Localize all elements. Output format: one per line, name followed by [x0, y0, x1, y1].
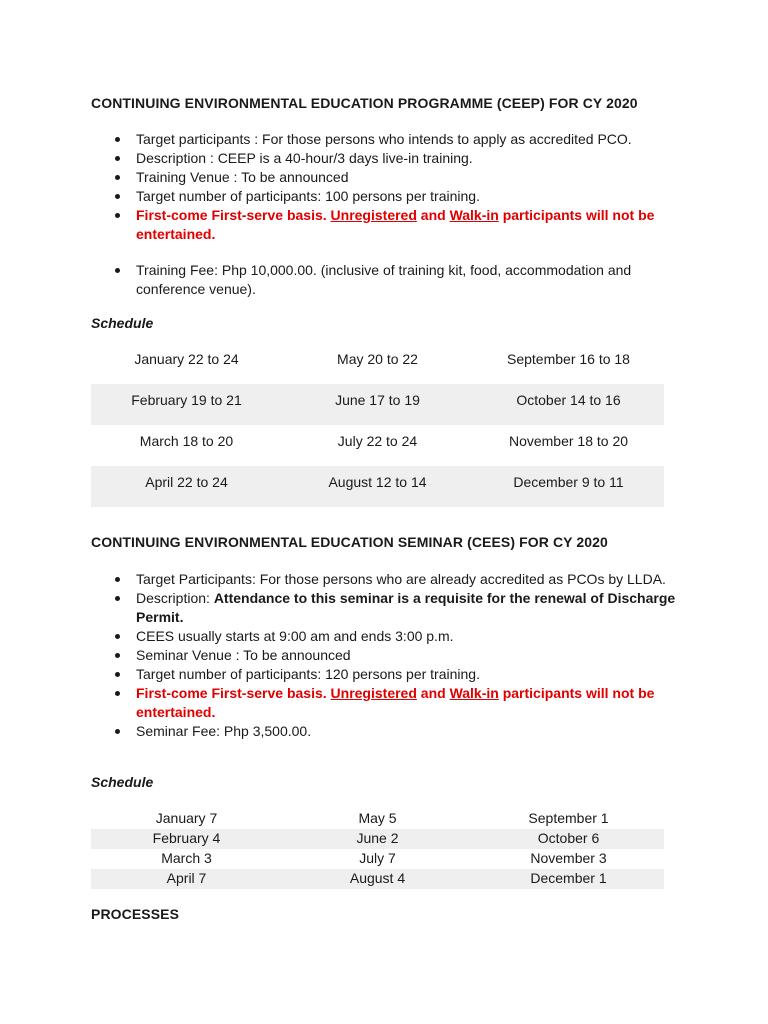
ceep-schedule-table [91, 343, 664, 507]
table-row [91, 425, 664, 466]
list-item: CEES usually starts at 9:00 am and ends 3:00 p.m. [91, 627, 691, 646]
cees-fee: Seminar Fee: Php 3,500.00. [91, 722, 691, 741]
table-cell: March 18 to 20 [139, 433, 234, 449]
table-row [91, 829, 664, 849]
table-cell: November 3 [530, 850, 607, 866]
table-cell: June 17 to 19 [335, 392, 420, 408]
table-cell: February 19 to 21 [131, 392, 242, 408]
table-cell: October 6 [537, 830, 600, 846]
cees-bullet-list [91, 570, 691, 741]
table-row [91, 384, 664, 425]
cees-schedule-label: Schedule [91, 774, 154, 790]
table-cell: September 1 [528, 810, 609, 826]
table-cell: March 3 [161, 850, 212, 866]
table-cell: August 4 [349, 870, 406, 886]
list-item: Target participants : For those persons who intends to apply as accredited PCO. [91, 130, 691, 149]
list-item: Target number of participants: 100 persons per training. [91, 187, 691, 206]
cees-heading: CONTINUING ENVIRONMENTAL EDUCATION SEMINAR (CEES) FOR CY 2020 [91, 534, 608, 550]
ceep-heading: CONTINUING ENVIRONMENTAL EDUCATION PROGRAMME (CEEP) FOR CY 2020 [91, 95, 638, 111]
table-cell: September 16 to 18 [507, 351, 630, 367]
list-item: Training Venue : To be announced [91, 168, 691, 187]
table-cell: May 5 [358, 810, 397, 826]
ceep-bullet-list [91, 130, 691, 244]
ceep-fee-list [91, 261, 691, 299]
table-cell: June 2 [356, 830, 399, 846]
table-cell: October 14 to 16 [516, 392, 621, 408]
table-row [91, 869, 664, 889]
list-item: Target Participants: For those persons who are already accredited as PCOs by LLDA. [91, 570, 691, 589]
cees-notice: First-come First-serve basis. Unregistered and Walk-in participants will not be entertained. [91, 684, 691, 722]
list-item: Seminar Venue : To be announced [91, 646, 691, 665]
table-cell: January 22 to 24 [134, 351, 239, 367]
table-cell: July 7 [359, 850, 396, 866]
table-cell: April 22 to 24 [145, 474, 228, 490]
table-cell: May 20 to 22 [337, 351, 418, 367]
table-row [91, 849, 664, 869]
ceep-notice: First-come First-serve basis. Unregistered and Walk-in participants will not be entertained. [91, 206, 691, 244]
table-cell: December 9 to 11 [513, 474, 624, 490]
table-cell: November 18 to 20 [508, 433, 629, 449]
table-cell: February 4 [152, 830, 221, 846]
table-cell: July 22 to 24 [337, 433, 418, 449]
table-cell: December 1 [530, 870, 607, 886]
list-item: Target number of participants: 120 persons per training. [91, 665, 691, 684]
table-cell: January 7 [155, 810, 218, 826]
list-item: Description: Attendance to this seminar is a requisite for the renewal of Discharge Permit. [91, 589, 691, 627]
table-row [91, 343, 664, 384]
table-cell: August 12 to 14 [328, 474, 427, 490]
list-item: Description : CEEP is a 40-hour/3 days live-in training. [91, 149, 691, 168]
cees-schedule-table [91, 809, 664, 889]
table-row [91, 809, 664, 829]
table-cell: April 7 [166, 870, 207, 886]
ceep-schedule-label: Schedule [91, 315, 154, 331]
ceep-fee: Training Fee: Php 10,000.00. (inclusive of training kit, food, accommodation and conference venue). [91, 261, 691, 299]
processes-heading: PROCESSES [91, 906, 180, 922]
table-row [91, 466, 664, 507]
